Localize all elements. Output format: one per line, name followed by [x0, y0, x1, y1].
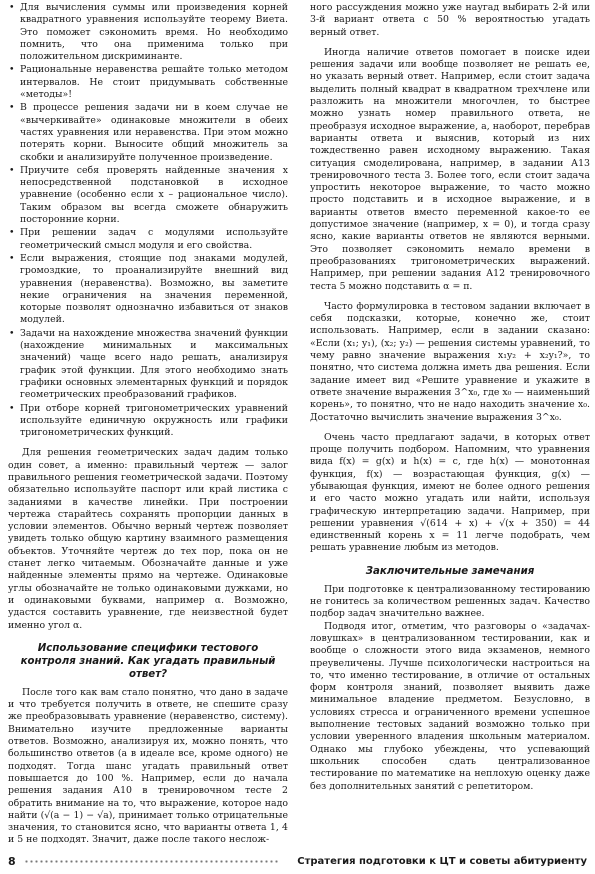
tip-trig-roots: • При отборе корней тригонометрических уравнений используйте единичную окружность или графики тригонометрических функций.: [8, 403, 288, 440]
dotted-rule: [24, 860, 279, 863]
page-footer: [8, 852, 587, 870]
tip-interval-method: • Рациональные неравенства решайте только методом интервалов. Не стоит придумывать собственные «методы»!: [8, 64, 288, 101]
continued-paragraph: ного рассуждения можно уже наугад выбирать 2-й или 3-й вариант ответа с 50 % вероятностью угадать верный ответ.: [310, 2, 590, 38]
answer-options-paragraph: Иногда наличие ответов помогает в поиске идеи решения задачи или вообще позволяет не решать ее, но указать верный ответ. Например, если стоит задача выделить полный квадрат в квадратном трехчлене или разложить на множители многочлен, то быстрее можно узнать номер правильного ответа, не преобразуя исходное выражение, а, наоборот, перебрав варианты ответа и выяснив, который из них тождественно равен исходному выражению. Такая ситуация смоделирована, например, в задании А13 тренировочного теста 3. Более того, если стоит задача упростить некоторое выражение, то часто можно просто подставить и в исходное выражение, и в варианты ответов вместо переменной какое-то ее допустимое значение (например, x = 0), и тогда сразу ясно, какие варианты ответов не являются верными. Это позволяет сэкономить немало времени в преобразованиях тригонометрических выражений. Например, при решении задания А12 тренировочного теста 5 можно подставить α = π.: [310, 46, 590, 292]
tip-vieta: • Для вычисления суммы или произведения корней квадратного уравнения используйте теорему Виета. Это поможет сэкономить время. Но необходимо помнить, что она применима только при положительном дискриминанте.: [8, 2, 288, 63]
section-heading-final-remarks: Заключительные замечания: [365, 565, 535, 577]
geometry-paragraph: Для решения геометрических задач дадим только один совет, а именно: правильный чертеж — залог правильного решения геометрической задачи. Поэтому обязательно используйте паспорт или край листика с заданиями в качестве линейки. При построении чертежа старайтесь сохранять пропорции данных в условии элементов. Обычно верный чертеж позволяет увидеть только общую картину взаимного размещения объектов. Уточняйте чертеж до тех пор, пока он не станет легко читаемым. Обозначайте данные и уже найденные элементы прямо на чертеже. Одинаковые углы обозначайте не только одинаковыми дужками, но и одинаковыми буквами, например α. Возможно, удастся составить уравнение, где неизвестной будет именно угол α.: [8, 447, 288, 631]
running-title: Стратегия подготовки к ЦТ и советы абитуриенту: [297, 855, 587, 867]
guess-answer-paragraph: После того как вам стало понятно, что дано в задаче и что требуется получить в ответе, не спешите сразу же преобразовывать уравнение (неравенство, систему). Внимательно изучите предложенные варианты ответов. Возможно, анализируя их, можно понять, что большинство ответов (а в идеале все, кроме одного) не подходят. Тогда шанс угадать правильный ответ повышается до 100 %. Например, если до начала решения задания А10 в тренировочном тесте 2 обратить внимание на то, что выражение, которое надо найти (√(a − 1) − √a), принимает только отрицательные значения, то становится ясно, что варианты ответа 1, 4 и 5 не подходят. Значит, даже после такого неслож-: [8, 686, 288, 846]
section-heading-test-specifics: Использование специфики тестового контроля знаний. Как угадать правильный ответ?: [20, 642, 276, 680]
tips-list: [8, 2, 288, 439]
tip-common-factors: • В процессе решения задачи ни в коем случае не «вычеркивайте» одинаковые множители в обеих частях уравнения или неравенства. При этом можно потерять корни. Выносите общий множитель за скобки и анализируйте полученное произведение.: [8, 102, 288, 163]
quality-paragraph: При подготовке к централизованному тестированию не гонитесь за количеством решенных задач. Качество подбор задач значительно важнее.: [310, 583, 590, 620]
tip-modulus-geometry: • При решении задач с модулями используйте геометрический смысл модуля и его свойства.: [8, 227, 288, 252]
page-number: 8: [8, 854, 16, 868]
hints-paragraph: Часто формулировка в тестовом задании включает в себя подсказки, которые, конечно же, стоит использовать. Например, если в задании сказано: «Если (x₁; y₁), (x₂; y₂) — решения системы уравнений, то чему равно значение выражения x₁y₂ + x₂y₁?», то понятно, что система должна иметь два решения. Если задание имеет вид «Решите уравнение и укажите в ответе значение выражения 3^x₀, где x₀ — наименьший корень», то понятно, что не надо находить значение x₀. Достаточно вычислить значение выражения 3^x₀.: [310, 300, 590, 423]
monotone-functions-paragraph: Очень часто предлагают задачи, в которых ответ проще получить подбором. Напомним, что уравнения вида f(x) = g(x) и h(x) = c, где h(x) — монотонная функция, f(x) — возрастающая функция, g(x) — убывающая функция, имеют не более одного решения и его часто можно угадать или найти, используя графическую интерпретацию задачи. Например, при решении уравнения √(614 + x) + √(x + 350) = 44 единственный корень x = 11 легче подобрать, чем решать уравнение любым из методов.: [310, 431, 590, 554]
tip-check-roots: • Приучите себя проверять найденные значения x непосредственной подстановкой в исходное уравнение (особенно если x – рациональное число). Таким образом вы всегда сможете обнаружить посторонние корни.: [8, 165, 288, 226]
final-paragraph: Подводя итог, отметим, что разговоры о «задачах-ловушках» в централизованном тестировании, как и вообще о сложности этого вида экзаменов, немного преувеличены. Лучше психологически настроиться на то, что именно тестирование, в отличие от остальных форм контроля знаний, позволяет выявить даже минимальное владение предметом. Безусловно, в условиях стресса и ограниченного времени успешное выполнение тестовых заданий возможно только при условии уверенного владения школьным материалом. Однако мы глубоко убеждены, что успевающий школьник способен сдать централизованное тестирование по математике на неплохую оценку даже без дополнительных занятий с репетитором.: [310, 620, 590, 792]
tip-modulus-constraints: • Если выражения, стоящие под знаками модулей, громоздкие, то проанализируйте внешний вид уравнения (неравенства). Возможно, вы заметите некие ограничения на значения переменной, которые позволят однозначно избавиться от знаков модулей.: [8, 253, 288, 327]
right-column: [310, 2, 590, 793]
left-column: [8, 2, 288, 847]
tip-function-range: • Задачи на нахождение множества значений функции (нахождение минимальных и максимальных значений) чаще всего надо решать, анализируя график этой функции. Для этого необходимо знать графики основных элементарных функций и порядок геометрических преобразований графиков.: [8, 328, 288, 402]
